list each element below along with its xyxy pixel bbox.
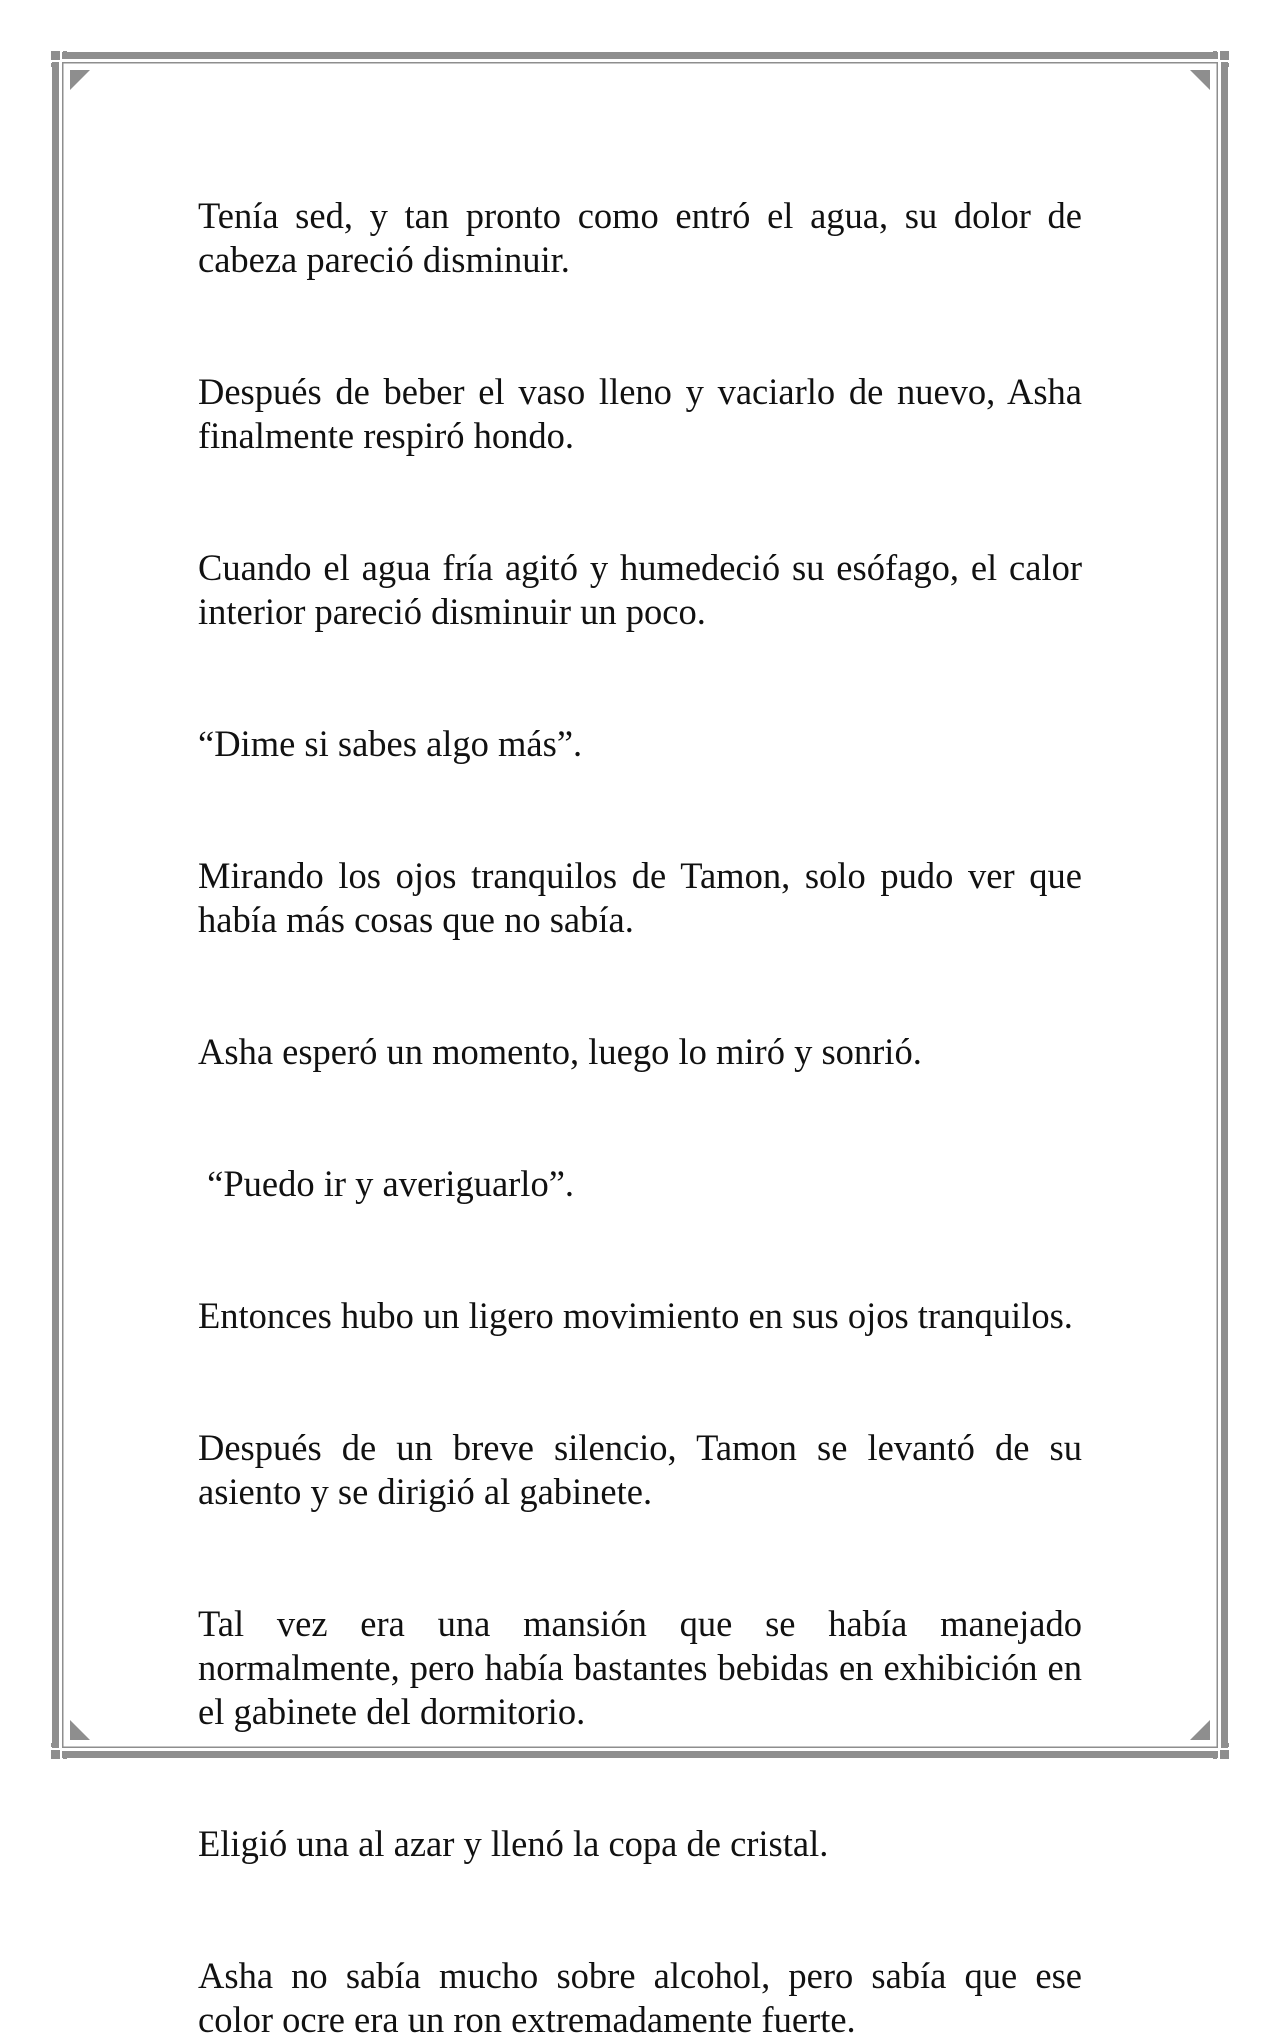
paragraph: Asha no sabía mucho sobre alcohol, pero sabía que ese color ocre era un ron extremadamente fuerte. [198, 1955, 1082, 2040]
corner-triangle-tl [70, 70, 90, 90]
paragraph: Cuando el agua fría agitó y humedeció su esófago, el calor interior pareció disminuir un poco. [198, 547, 1082, 632]
corner-triangle-bl [70, 1720, 90, 1740]
paragraph: Tal vez era una mansión que se había manejado normalmente, pero había bastantes bebidas en exhibición en el gabinete del dormitorio. [198, 1603, 1082, 1732]
corner-ornament-bl [51, 1750, 60, 1759]
paragraph: Después de un breve silencio, Tamon se levantó de su asiento y se dirigió al gabinete. [198, 1427, 1082, 1512]
paragraph: Después de beber el vaso lleno y vaciarlo de nuevo, Asha finalmente respiró hondo. [198, 371, 1082, 456]
paragraph: Tenía sed, y tan pronto como entró el agua, su dolor de cabeza pareció disminuir. [198, 195, 1082, 280]
frame-top-bar [62, 52, 1218, 59]
frame-right-bar [1221, 62, 1228, 1748]
corner-triangle-tr [1190, 70, 1210, 90]
paragraph: Mirando los ojos tranquilos de Tamon, solo pudo ver que había más cosas que no sabía. [198, 855, 1082, 940]
corner-ornament-br [1220, 1750, 1229, 1759]
paragraph: Eligió una al azar y llenó la copa de cristal. [198, 1823, 829, 1864]
paragraph: Entonces hubo un ligero movimiento en sus ojos tranquilos. [198, 1295, 1073, 1336]
paragraph: “Dime si sabes algo más”. [198, 723, 583, 764]
frame-left-bar [52, 62, 59, 1748]
corner-ornament-tr [1220, 51, 1229, 60]
paragraph: Asha esperó un momento, luego lo miró y sonrió. [198, 1031, 922, 1072]
body-text [198, 194, 1082, 2042]
paragraph: “Puedo ir y averiguarlo”. [198, 1163, 575, 1204]
corner-ornament-tl [51, 51, 60, 60]
corner-triangle-br [1190, 1720, 1210, 1740]
